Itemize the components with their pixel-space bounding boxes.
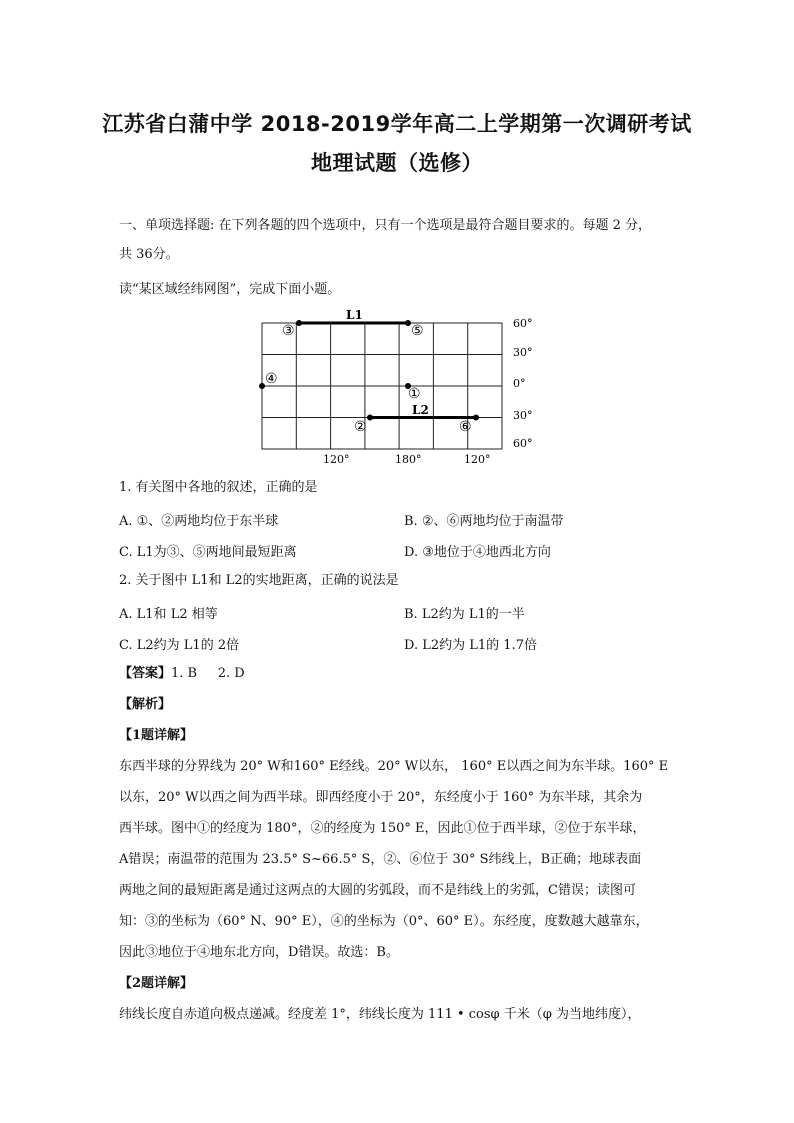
- lon-label-120-right: 120°: [464, 453, 491, 466]
- detail-1-line: A错误；南温带的范围为 23.5° S~66.5° S，②、⑥位于 30° S纬线上，B正确；地球表面: [119, 852, 642, 867]
- question-1-stem: 1. 有关图中各地的叙述，正确的是: [119, 480, 318, 495]
- answer-label: 【答案】: [119, 666, 172, 681]
- question-2-option-a: A. L1和 L2 相等: [119, 607, 218, 622]
- title-line-1: 江苏省白蒲中学 2018-2019学年高二上学期第一次调研考试: [102, 112, 692, 136]
- latitude-longitude-map: [250, 306, 550, 468]
- point-4-label: ④: [265, 371, 278, 387]
- section-header-line-1: 一、单项选择题: 在下列各题的四个选项中，只有一个选项是最符合题目要求的。每题 2 分，: [119, 218, 652, 233]
- detail-2-label: 【2题详解】: [119, 976, 194, 991]
- question-1-option-b: B. ②、⑥两地均位于南温带: [404, 514, 564, 529]
- l2-label: L2: [412, 403, 429, 417]
- question-2-option-b: B. L2约为 L1的一半: [404, 607, 525, 622]
- detail-2-line: 纬线长度自赤道向极点递减。经度差 1°，纬线长度为 111 • cosφ 千米（φ 为当地纬度），: [119, 1007, 641, 1022]
- detail-1-line: 知：③的坐标为（60° N、90° E），④的坐标为（0°、60° E）。东经度，度数越大越靠东，: [119, 914, 649, 929]
- question-2-stem: 2. 关于图中 L1和 L2的实地距离，正确的说法是: [119, 573, 399, 588]
- intro-text: 读“某区域经纬网图”，完成下面小题。: [119, 282, 341, 297]
- point-6-label: ⑥: [459, 419, 472, 435]
- lat-label-60n: 60°: [513, 317, 533, 330]
- point-5-label: ⑤: [411, 323, 424, 339]
- lon-label-120-left: 120°: [323, 453, 350, 466]
- analysis-label: 【解析】: [119, 697, 172, 712]
- point-2-label: ②: [354, 419, 367, 435]
- question-1-option-c: C. L1为③、⑤两地间最短距离: [119, 545, 297, 560]
- lat-label-0: 0°: [513, 377, 526, 390]
- question-1-option-d: D. ③地位于④地西北方向: [404, 545, 551, 560]
- question-2-option-c: C. L2约为 L1的 2倍: [119, 638, 240, 653]
- detail-1-label: 【1题详解】: [119, 728, 194, 743]
- detail-1-line: 以东，20° W以西之间为西半球。即西经度小于 20°，东经度小于 160° 为东半球，其余为: [119, 790, 643, 805]
- question-1-option-a: A. ①、②两地均位于东半球: [119, 514, 279, 529]
- detail-1-line: 两地之间的最短距离是通过这两点的大圆的劣弧段，而不是纬线上的劣弧，C错误；读图可: [119, 883, 636, 898]
- lat-label-60s: 60°: [513, 437, 533, 450]
- point-3-label: ③: [282, 323, 295, 339]
- question-2-option-d: D. L2约为 L1的 1.7倍: [404, 638, 537, 653]
- section-header-line-2: 共 36分。: [119, 247, 179, 262]
- lat-label-30n: 30°: [513, 346, 533, 359]
- answer-text: 1. B 2. D: [171, 666, 245, 681]
- l1-label: L1: [346, 308, 363, 322]
- detail-1-line: 西半球。图中①的经度为 180°，②的经度为 150° E，因此①位于西半球，②位于东半球，: [119, 821, 646, 836]
- lon-label-180: 180°: [395, 453, 422, 466]
- detail-1-line: 东西半球的分界线为 20° W和160° E经线。20° W以东， 160° E以西之间为东半球。160° E: [119, 759, 669, 774]
- detail-1-line: 因此③地位于④地东北方向，D错误。故选：B。: [119, 945, 399, 960]
- point-1-label: ①: [408, 386, 421, 402]
- answer-line: [119, 665, 679, 683]
- lat-label-30s: 30°: [513, 409, 533, 422]
- title-line-2: 地理试题（选修）: [311, 151, 483, 175]
